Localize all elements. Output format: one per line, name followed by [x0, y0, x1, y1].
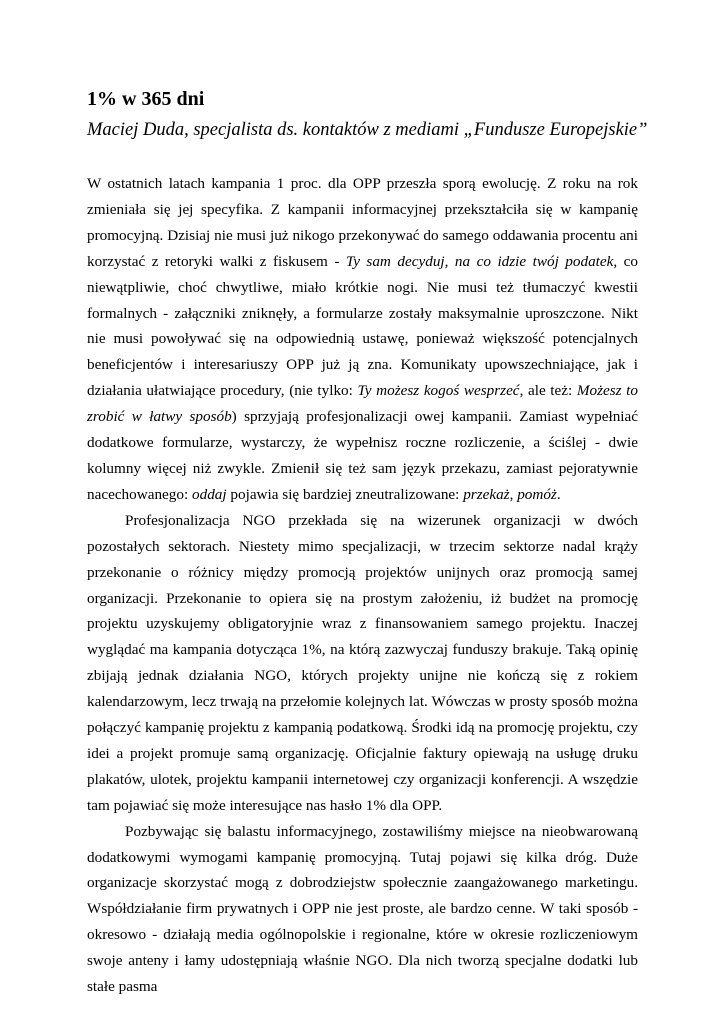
paragraph-1-italic-6: pomóż — [517, 485, 557, 503]
document-title: 1% w 365 dni — [87, 88, 205, 110]
paragraph-1-text-7: . — [556, 485, 561, 503]
paragraph-1-italic-3: Możesz to zrobić w łatwy sposób — [87, 382, 638, 426]
paragraph-1-text-1: W ostatnich latach kampania 1 proc. dla OPP przeszła sporą ewolucję. Z roku na rok zmieniała się jej specyfika. Z kampanii informacyjnej przekształciła się w kampanię promocyjną. Dzisiaj nie musi już nikogo przekonywać do samego oddawania procentu ani korzystać z retoryki walki z fiskusem - — [87, 175, 638, 270]
paragraph-1-text-6: , — [509, 485, 518, 503]
paragraph-1-text-2: , co niewątpliwie, choć chwytliwe, miało krótkie nogi. Nie musi też tłumaczyć kwestii formalnych - załączniki zniknęły, a formularze zostały maksymalnie uproszczone. Nikt nie musi powoływać się na odpowiednią ustawę, ponieważ większość potencjalnych beneficjentów i interesariuszy OPP już ją zna. Komunikaty upowszechniające, jak i działania ułatwiające procedury, (nie tylko: — [87, 252, 638, 400]
paragraph-1-italic-1: Ty sam decyduj, na co idzie twój podatek — [345, 252, 614, 270]
paragraph-1-italic-2: Ty możesz kogoś wesprzeć — [357, 382, 520, 400]
paragraph-2: Profesjonalizacja NGO przekłada się na wizerunek organizacji w dwóch pozostałych sektorach. Niestety mimo specjalizacji, w trzecim sektorze nadal krąży przekonanie o różnicy między promocją projektów unijnych oraz promocją samej organizacji. Przekonanie to opiera się na prostym założeniu, iż budżet na promocję projektu uzyskujemy obligatoryjnie wraz z finansowaniem samego projektu. Inaczej wyglądać ma kampania dotycząca 1%, na którą zazwyczaj funduszy brakuje. Taką opinię zbijają jednak działania NGO, których projekty unijne nie kończą się z rokiem kalendarzowym, lecz trwają na przełomie kolejnych lat. Wówczas w prosty sposób można połączyć kampanię projektu z kampanią podatkową. Środki idą na promocję projektu, czy idei a projekt promuje samą organizację. Oficjalnie faktury opiewają na usługę druku plakatów, ulotek, projektu kampanii internetowej czy organizacji konferencji. A wszędzie tam pojawiać się może interesujące nas hasło 1% dla OPP. — [87, 511, 638, 814]
paragraph-1 — [87, 171, 638, 508]
paragraph-1-text-5: pojawia się bardziej zneutralizowane: — [226, 485, 464, 503]
paragraph-1-text-3: , ale też: — [519, 382, 577, 400]
document-body — [87, 171, 638, 1000]
document-page — [87, 86, 648, 1000]
paragraph-1-text-4: ) sprzyjają profesjonalizacji owej kampanii. Zamiast wypełniać dodatkowe formularze, wystarczy, że wypełnisz roczne rozliczenie, a ściślej - dwie kolumny więcej niż zwykle. Zmienił się też sam język przekazu, zamiast pejoratywnie nacechowanego: — [87, 408, 638, 503]
document-subtitle: Maciej Duda, specjalista ds. kontaktów z mediami „Fundusze Europejskie” — [87, 120, 648, 140]
paragraph-1-italic-4: oddaj — [192, 485, 227, 503]
paragraph-3: Pozbywając się balastu informacyjnego, zostawiliśmy miejsce na nieobwarowaną dodatkowymi wymogami kampanię promocyjną. Tutaj pojawi się kilka dróg. Duże organizacje skorzystać mogą z dobrodziejstw społecznie zaangażowanego marketingu. Współdziałanie firm prywatnych i OPP nie jest proste, ale bardzo cenne. W taki sposób - okresowo - działają media ogólnopolskie i regionalne, które w okresie rozliczeniowym swoje anteny i łamy udostępniają właśnie NGO. Dla nich tworzą specjalne dodatki lub stałe pasma — [87, 822, 638, 996]
paragraph-1-italic-5: przekaż — [463, 485, 510, 503]
